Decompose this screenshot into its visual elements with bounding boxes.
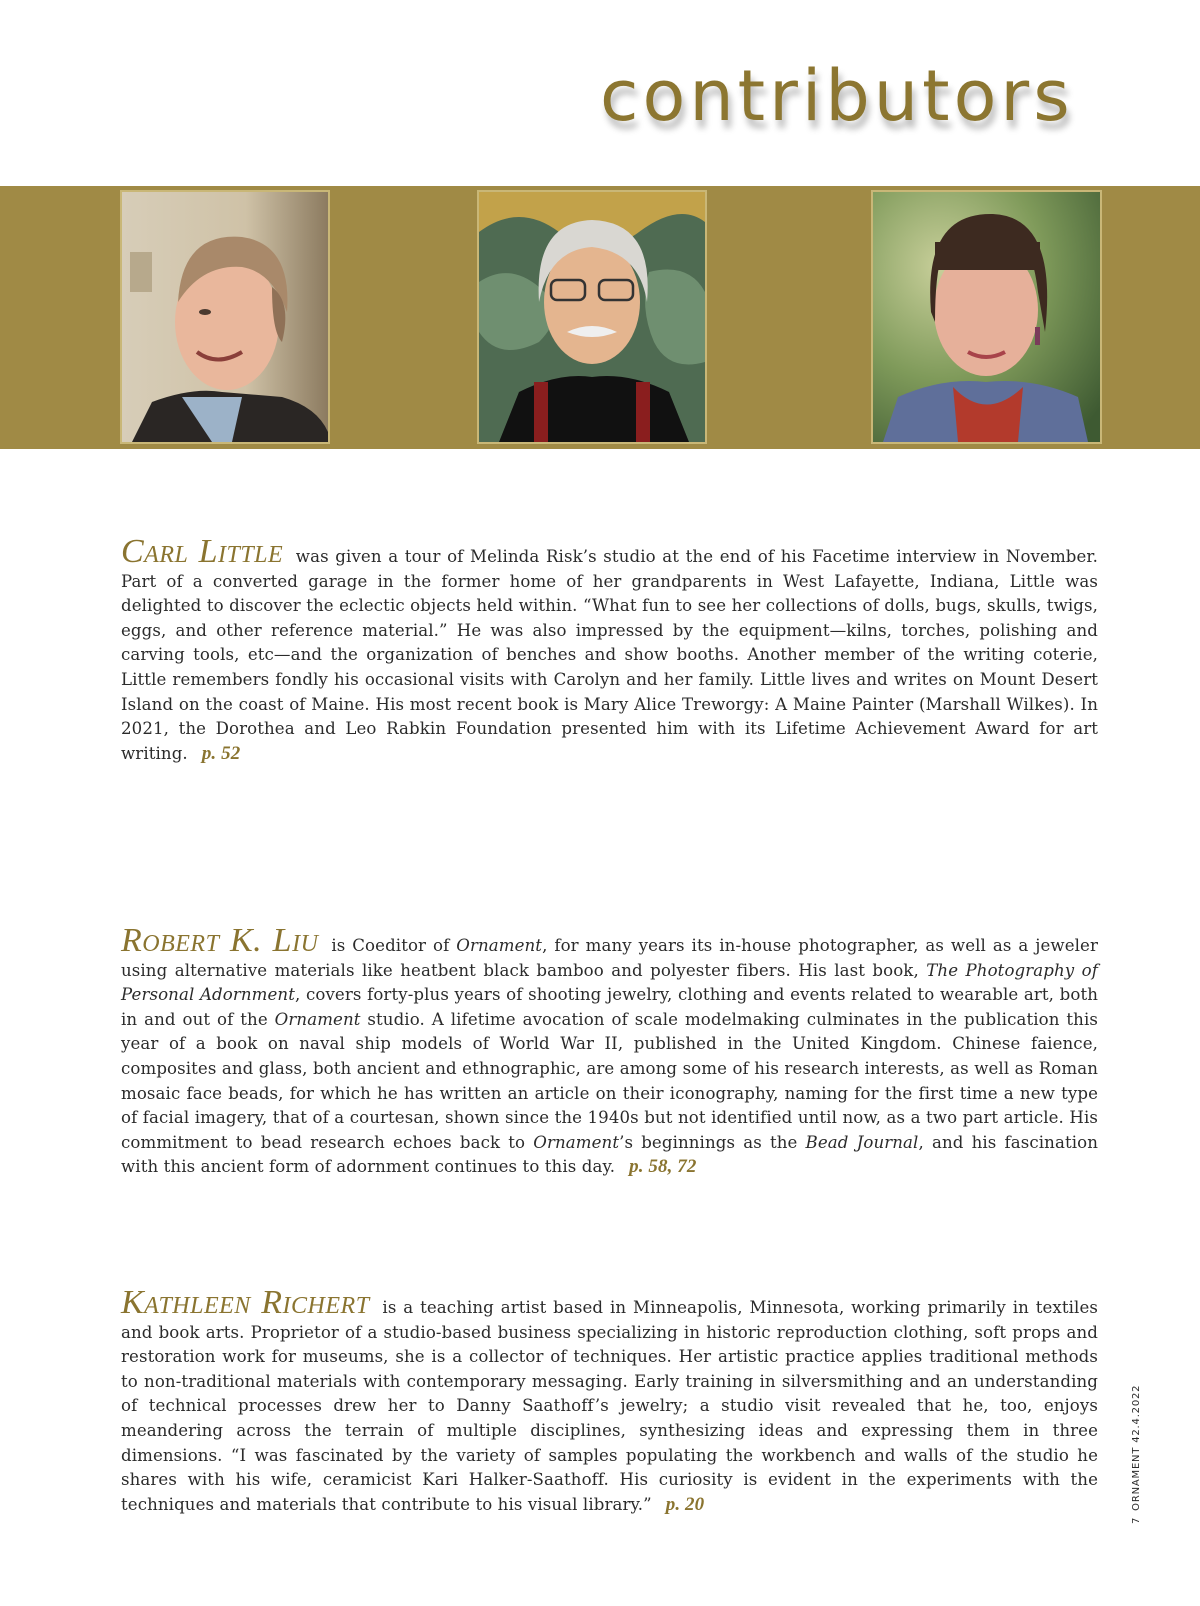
bio-text: is a teaching artist based in Minneapolis, Minnesota, working primarily in textiles and book arts. Proprietor of a studio-based business specializing in historic reproduction clothing, soft props and restoration work for museums, she is a collector of techniques. Her artistic practice applies traditional methods to non-traditional materials with contemporary messaging. Early training in silversmithing and an understanding of technical processes drew her to Danny Saathoff’s jewelry; a studio visit revealed that he, too, enjoys meandering across the terrain of multiple disciplines, synthesizing ideas and expressing them in three dimensions. “I was fascinated by the variety of samples populating the workbench and walls of the studio he shares with his wife, ceramicist Kari Halker-Saathoff. His curiosity is evident in the experiments with the techniques and materials that contribute to his visual library.” xyxy=(121,1298,1098,1514)
bio-text xyxy=(121,936,1098,1176)
bio-robert-liu xyxy=(121,922,1099,1180)
page-title: contributors xyxy=(600,55,1074,137)
italic-title: The Photography of Personal Adornment xyxy=(121,960,1098,1005)
italic-title: Ornament xyxy=(274,1009,361,1029)
page-number: 7 xyxy=(1131,1516,1142,1524)
contributor-name: Robert K. Liu xyxy=(121,922,319,959)
bio-text-segment: , and his fascination with this ancient form of adornment continues to this day. xyxy=(121,1132,1098,1177)
page-reference: p. 20 xyxy=(665,1493,705,1515)
photo-band xyxy=(0,186,1200,449)
italic-title: Bead Journal xyxy=(805,1132,919,1152)
page-reference: p. 58, 72 xyxy=(629,1156,697,1178)
bio-text-segment: studio. A lifetime avocation of scale modelmaking culminates in the publication this year of a book on naval ship models of World War II, published in the United Kingdom. Chinese faience, composites and glass, both ancient and ethnographic, are among some of his research interests, as well as Roman mosaic face beads, for which he has written an article on their iconography, naming for the first time a new type of facial imagery, that of a courtesan, shown since the 1940s but not identified until now, as a two part article. His commitment to bead research echoes back to xyxy=(121,1009,1098,1152)
photo-carl-little xyxy=(120,190,330,444)
publication-label: ORNAMENT 42.4.2022 xyxy=(1131,1384,1142,1511)
page-reference: p. 52 xyxy=(201,742,241,764)
bio-text-segment: , covers forty-plus years of shooting jewelry, clothing and events related to wearable art, both in and out of the xyxy=(121,985,1099,1029)
photo-kathleen-richert xyxy=(871,190,1102,444)
photo-robert-liu xyxy=(477,190,707,444)
contributor-name: Carl Little xyxy=(121,533,284,570)
bio-text-segment: ’s beginnings as the xyxy=(619,1132,806,1152)
bio-kathleen-richert xyxy=(121,1284,1098,1517)
italic-title: Ornament xyxy=(533,1132,620,1152)
italic-title: Ornament xyxy=(456,936,543,955)
contributor-name: Kathleen Richert xyxy=(121,1284,370,1321)
bio-text-segment: is Coeditor of xyxy=(331,936,457,955)
page-folio xyxy=(1131,1379,1142,1524)
bio-text: was given a tour of Melinda Risk’s studio at the end of his Facetime interview in November. Part of a converted garage in the former home of her grandparents in West Lafayette, Indiana, Little was delighted to discover the eclectic objects held within. “What fun to see her collections of dolls, bugs, skulls, twigs, eggs, and other reference material.” He was also impressed by the equipment—kilns, torches, polishing and carving tools, etc—and the organization of benches and show booths. Another member of the writing coterie, Little remembers fondly his occasional visits with Carolyn and her family. Little lives and writes on Mount Desert Island on the coast of Maine. His most recent book is Mary Alice Treworgy: A Maine Painter (Marshall Wilkes). In 2021, the Dorothea and Leo Rabkin Foundation presented him with its Lifetime Achievement Award for art writing. xyxy=(121,547,1099,763)
bio-text-segment: , for many years its in-house photographer, as well as a jeweler using alternative materials like heatbent black bamboo and polyester fibers. His last book, xyxy=(121,936,1099,980)
bio-carl-little xyxy=(121,533,1099,766)
